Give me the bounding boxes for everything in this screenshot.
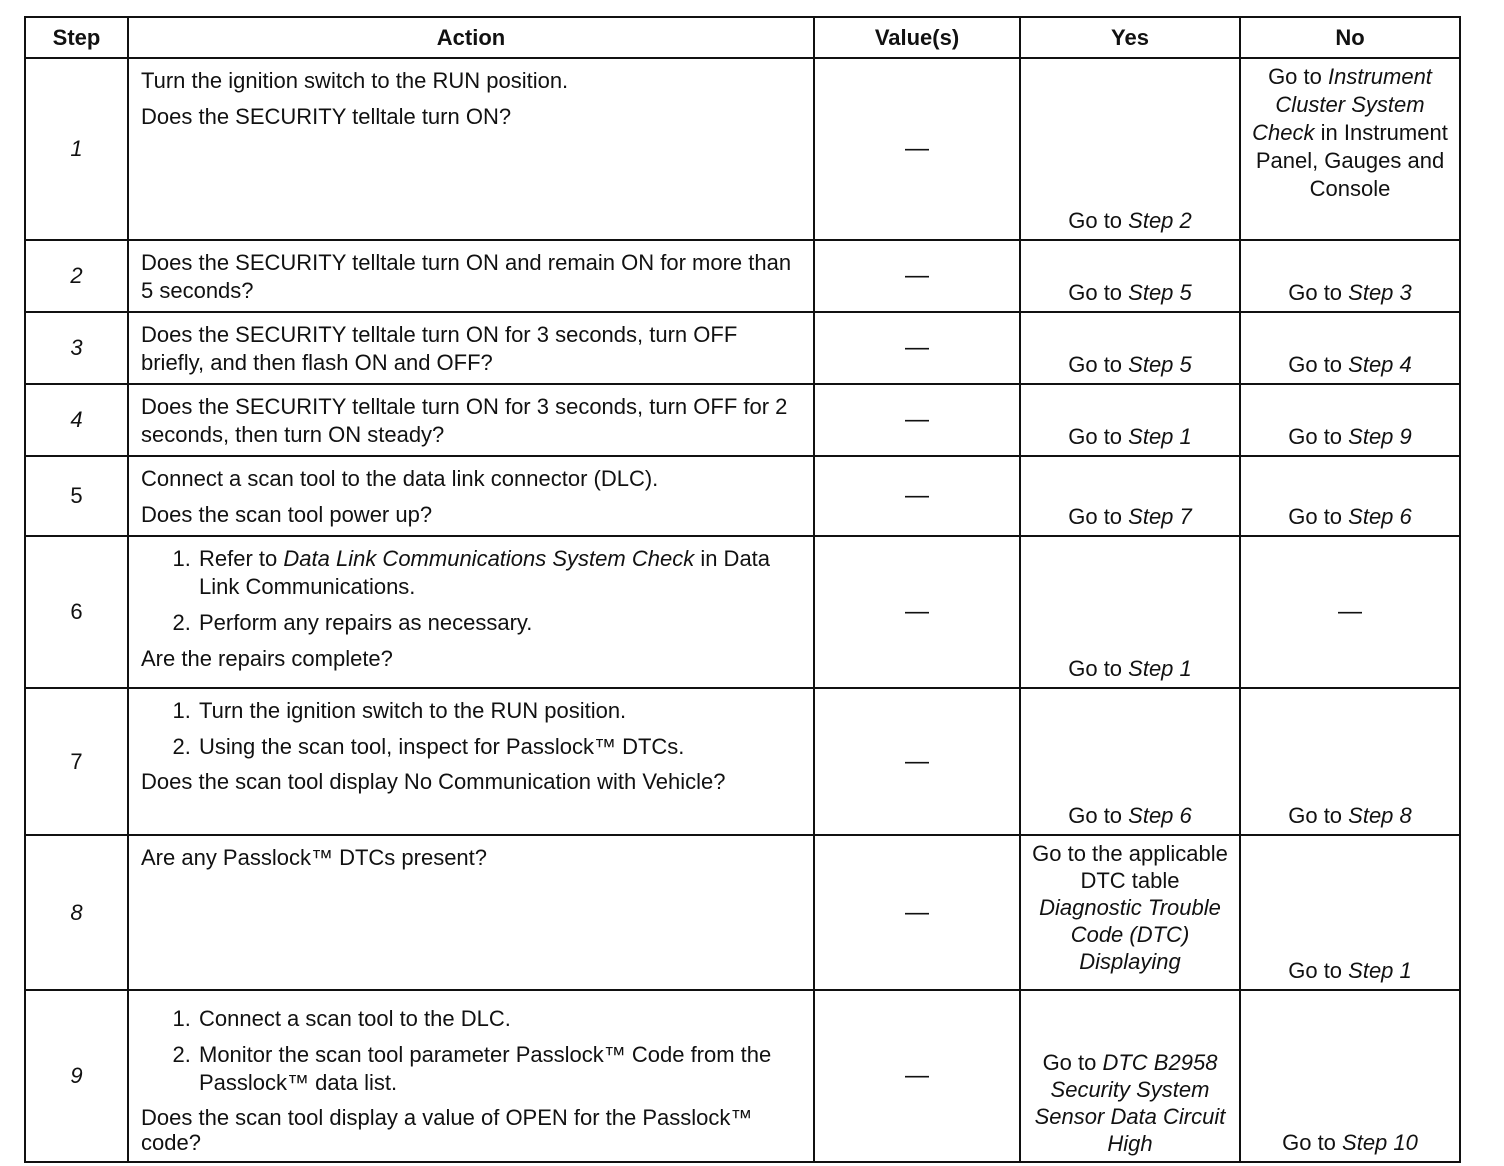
header-no: No: [1240, 17, 1460, 58]
step-number: 8: [25, 835, 128, 990]
list-item: [197, 545, 801, 601]
yes-cell: [1020, 312, 1240, 384]
list-item: 1. Connect a scan tool to the DLC.: [197, 1005, 801, 1033]
action-list: [141, 697, 801, 761]
action-question: Does the SECURITY telltale turn ON for 3 seconds, turn OFF for 2 seconds, then turn ON steady?: [141, 394, 788, 447]
action-cell: [128, 240, 814, 312]
value-cell: —: [814, 990, 1020, 1162]
value-cell: —: [814, 688, 1020, 835]
list-item-suffix: in Data Link Communications.: [199, 546, 771, 599]
yes-link[interactable]: Step 7: [1128, 504, 1192, 529]
no-cell: [1240, 688, 1460, 835]
action-cell: [128, 536, 814, 688]
no-prefix: Go to: [1282, 1130, 1343, 1155]
action-cell: [128, 58, 814, 240]
no-prefix: Go to: [1288, 958, 1349, 983]
list-item-link[interactable]: Data Link Communications System Check: [283, 546, 695, 571]
header-values: Value(s): [814, 17, 1020, 58]
yes-prefix: Go to: [1042, 1050, 1103, 1075]
no-link[interactable]: Step 9: [1348, 424, 1412, 449]
no-link[interactable]: Step 8: [1348, 803, 1412, 828]
action-question: Does the scan tool display a value of OPEN for the Passlock™ code?: [141, 1105, 753, 1155]
no-link[interactable]: Step 10: [1342, 1130, 1418, 1155]
action-question: Does the scan tool display No Communication with Vehicle?: [141, 769, 726, 794]
yes-prefix: Go to: [1068, 352, 1129, 377]
table-row: [25, 456, 1460, 536]
no-cell: [1240, 240, 1460, 312]
yes-cell: [1020, 240, 1240, 312]
no-cell: [1240, 312, 1460, 384]
table-row: [25, 240, 1460, 312]
yes-prefix: Go to: [1068, 504, 1129, 529]
action-question: Does the SECURITY telltale turn ON for 3 seconds, turn OFF briefly, and then flash ON and OFF?: [141, 322, 738, 375]
table-row: [25, 990, 1460, 1162]
table-row: [25, 835, 1460, 990]
action-question: Does the SECURITY telltale turn ON?: [141, 104, 512, 129]
yes-link[interactable]: Step 5: [1128, 280, 1192, 305]
action-question: Does the scan tool power up?: [141, 502, 433, 527]
yes-cell: [1020, 58, 1240, 240]
table-row: [25, 688, 1460, 835]
diagnostic-table: [24, 16, 1461, 1163]
value-cell: —: [814, 456, 1020, 536]
yes-cell: [1020, 536, 1240, 688]
no-cell: [1240, 58, 1460, 240]
no-cell: [1240, 456, 1460, 536]
value-cell: —: [814, 536, 1020, 688]
yes-link[interactable]: Step 1: [1128, 424, 1192, 449]
step-number: 5: [25, 456, 128, 536]
header-action: Action: [128, 17, 814, 58]
list-item: 2. Perform any repairs as necessary.: [197, 609, 801, 637]
no-cell: [1240, 990, 1460, 1162]
yes-link[interactable]: Step 1: [1128, 656, 1192, 681]
table-row: [25, 384, 1460, 456]
no-prefix: Go to: [1288, 803, 1349, 828]
no-prefix: Go to: [1288, 352, 1349, 377]
yes-prefix: Go to: [1068, 656, 1129, 681]
yes-cell: [1020, 835, 1240, 990]
no-cell: [1240, 384, 1460, 456]
no-link[interactable]: Step 3: [1348, 280, 1412, 305]
action-cell: [128, 384, 814, 456]
table-row: [25, 536, 1460, 688]
action-cell: [128, 688, 814, 835]
list-item: 2. Monitor the scan tool parameter Passlock™ Code from the Passlock™ data list.: [197, 1041, 801, 1097]
no-prefix: Go to: [1288, 424, 1349, 449]
action-cell: [128, 312, 814, 384]
step-number: 7: [25, 688, 128, 835]
action-question: Does the SECURITY telltale turn ON and remain ON for more than 5 seconds?: [141, 250, 792, 303]
yes-prefix: Go to: [1068, 208, 1129, 233]
no-prefix: Go to: [1268, 64, 1328, 89]
no-link[interactable]: Step 4: [1348, 352, 1412, 377]
step-number: 6: [25, 536, 128, 688]
yes-prefix: Go to: [1068, 280, 1129, 305]
list-item-prefix: Refer to: [199, 546, 284, 571]
action-question: Are any Passlock™ DTCs present?: [141, 845, 488, 870]
step-number: 4: [25, 384, 128, 456]
value-cell: —: [814, 58, 1020, 240]
header-row: [25, 17, 1460, 58]
no-link[interactable]: Instrument Cluster System Check: [1252, 64, 1432, 145]
value-cell: —: [814, 312, 1020, 384]
step-number: 1: [25, 58, 128, 240]
step-number: 2: [25, 240, 128, 312]
action-list: [141, 545, 801, 637]
table-row: [25, 58, 1460, 240]
value-cell: —: [814, 384, 1020, 456]
yes-link[interactable]: DTC B2958 Security System Sensor Data Circuit High: [1034, 1050, 1226, 1156]
action-question: Are the repairs complete?: [141, 646, 393, 671]
action-text: Connect a scan tool to the data link connector (DLC).: [141, 466, 659, 491]
table-row: [25, 312, 1460, 384]
step-number: 3: [25, 312, 128, 384]
yes-link[interactable]: Diagnostic Trouble Code (DTC) Displaying: [1039, 895, 1221, 974]
value-cell: —: [814, 240, 1020, 312]
no-suffix: in Instrument Panel, Gauges and Console: [1255, 120, 1448, 201]
action-cell: [128, 456, 814, 536]
no-cell: [1240, 835, 1460, 990]
action-text: Turn the ignition switch to the RUN position.: [141, 68, 569, 93]
yes-prefix: Go to: [1068, 803, 1129, 828]
no-prefix: Go to: [1288, 280, 1349, 305]
no-cell: —: [1240, 536, 1460, 688]
yes-link[interactable]: Step 2: [1128, 208, 1192, 233]
yes-prefix: Go to: [1068, 424, 1129, 449]
step-number: 9: [25, 990, 128, 1162]
no-prefix: Go to: [1288, 504, 1349, 529]
yes-cell: [1020, 688, 1240, 835]
yes-cell: [1020, 990, 1240, 1162]
value-cell: —: [814, 835, 1020, 990]
yes-cell: [1020, 456, 1240, 536]
header-yes: Yes: [1020, 17, 1240, 58]
action-cell: [128, 835, 814, 990]
yes-link[interactable]: Step 5: [1128, 352, 1192, 377]
yes-link[interactable]: Step 6: [1128, 803, 1192, 828]
yes-cell: [1020, 384, 1240, 456]
action-list: [141, 1005, 801, 1097]
no-link[interactable]: Step 1: [1348, 958, 1412, 983]
yes-prefix: Go to the applicable DTC table: [1032, 841, 1228, 893]
header-step: Step: [25, 17, 128, 58]
action-cell: [128, 990, 814, 1162]
list-item: 1. Turn the ignition switch to the RUN position.: [197, 697, 801, 725]
list-item: 2. Using the scan tool, inspect for Passlock™ DTCs.: [197, 733, 801, 761]
no-link[interactable]: Step 6: [1348, 504, 1412, 529]
